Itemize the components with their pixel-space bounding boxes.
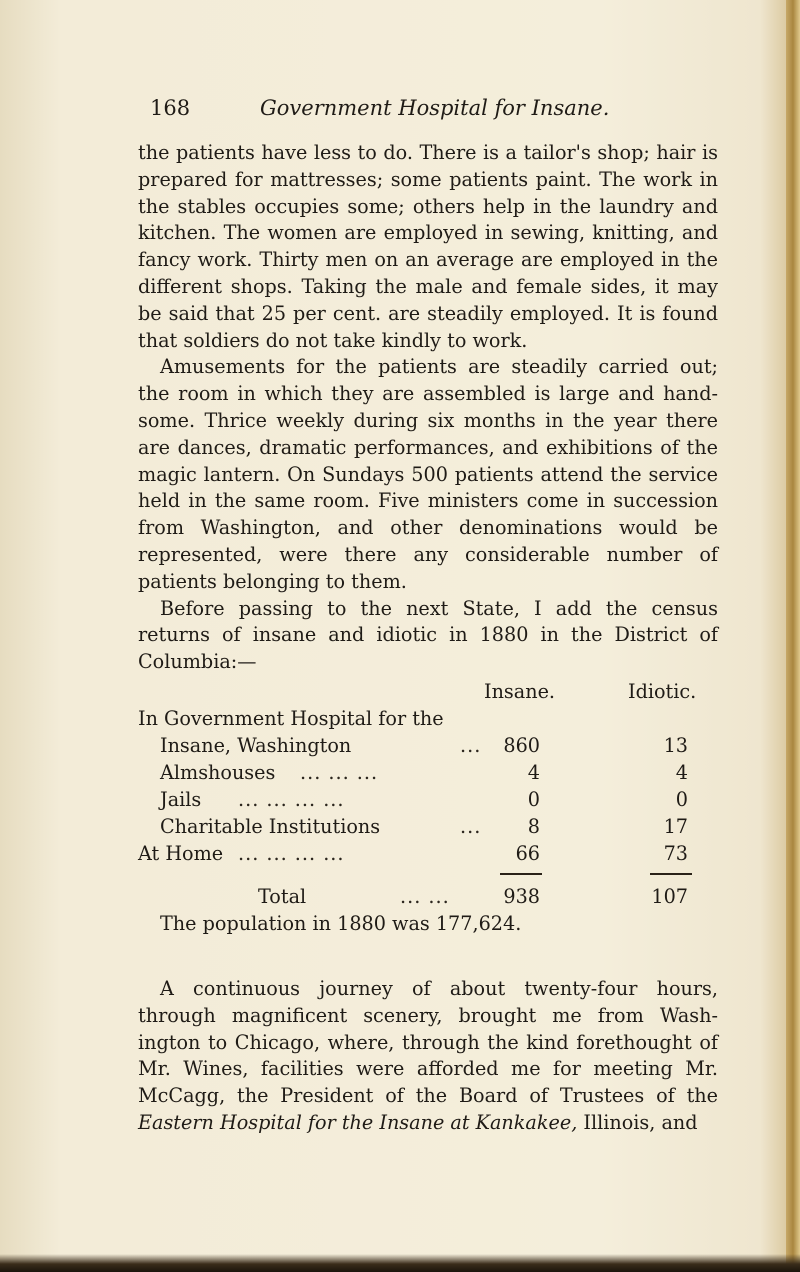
paragraph-4 bbox=[138, 976, 718, 1137]
text-line: of patients belonging to them. bbox=[138, 542, 718, 593]
page-edge bbox=[786, 0, 800, 1272]
row-idiotic-value: 73 bbox=[663, 842, 688, 865]
total-label: Total bbox=[258, 885, 307, 908]
text-line: are dances, dramatic performances, and exhibitions of bbox=[138, 435, 679, 459]
row-idiotic-value: 0 bbox=[675, 788, 688, 811]
text-line: through magnificent scenery, brought me from Wash- bbox=[138, 1003, 718, 1027]
text-line: the magic lantern. On Sundays 500 patients attend the bbox=[138, 435, 718, 486]
text-line: A continuous journey of about twenty-four hours, bbox=[160, 977, 718, 1000]
body-text-top bbox=[138, 140, 718, 676]
text-line: hair is prepared for mattresses; some patients paint. The bbox=[138, 141, 718, 191]
row-label: Jails bbox=[160, 788, 202, 811]
row-intro-label: In Government Hospital for the bbox=[138, 707, 444, 730]
population-note-row bbox=[138, 911, 718, 938]
table-row bbox=[138, 787, 718, 814]
table-row bbox=[138, 841, 718, 868]
text-line: some. Thrice weekly during six months in the year there bbox=[138, 408, 718, 432]
row-insane-value: 8 bbox=[527, 815, 540, 838]
row-idiotic-value: 13 bbox=[663, 734, 688, 757]
row-label: Charitable Institutions bbox=[160, 815, 381, 838]
total-leader-dots: ... ... bbox=[400, 885, 450, 908]
text-line: succession from Washington, and other denominations bbox=[138, 489, 718, 540]
text-line: Before passing to the next State, I add the census bbox=[160, 596, 718, 620]
page-header bbox=[150, 96, 710, 126]
text-line: the patients have less to do. There is a tailor's shop; bbox=[138, 141, 650, 164]
paragraph-2 bbox=[138, 354, 718, 595]
table-row bbox=[138, 733, 718, 760]
text-line-end: Illinois, and bbox=[577, 1110, 698, 1134]
text-line: ington to Chicago, where, through the kind forethought bbox=[138, 1030, 692, 1054]
page-bottom-shadow bbox=[0, 1254, 800, 1272]
page-number: 168 bbox=[150, 96, 191, 120]
table-row-total bbox=[138, 884, 718, 911]
text-line: would be represented, were there any considerable number bbox=[138, 516, 718, 566]
running-title: Government Hospital for Insane. bbox=[260, 96, 610, 120]
text-line: of Mr. Wines, facilities were afforded me for meeting Mr. bbox=[138, 1030, 718, 1081]
table-row bbox=[138, 814, 718, 841]
row-label: Insane, Washington bbox=[160, 734, 352, 757]
text-line: employed. It is found that soldiers do not take kindly to bbox=[138, 301, 718, 352]
text-line: Amusements for the patients are steadily carried out; bbox=[160, 355, 718, 379]
text-line: work. bbox=[472, 328, 528, 352]
row-leader-dots: ... bbox=[460, 734, 482, 757]
text-line: Columbia:— bbox=[138, 650, 257, 674]
row-label: At Home bbox=[138, 842, 224, 865]
text-line: laundry and kitchen. The women are employed in sewing, bbox=[138, 194, 719, 245]
row-label: Almshouses bbox=[160, 761, 276, 784]
row-insane-value: 0 bbox=[527, 788, 540, 811]
text-line: service held in the same room. Five ministers come in bbox=[138, 462, 718, 513]
total-rule-idiotic bbox=[650, 873, 692, 875]
total-idiotic-value: 107 bbox=[651, 885, 688, 908]
population-note: The population in 1880 was 177,624. bbox=[160, 912, 522, 935]
paragraph-1 bbox=[138, 140, 718, 354]
total-rule-insane bbox=[500, 873, 542, 875]
body-text-bottom bbox=[138, 976, 718, 1137]
text-line: the room in which they are assembled is large and hand- bbox=[138, 382, 718, 406]
row-insane-value: 860 bbox=[503, 734, 540, 757]
table-row-intro bbox=[138, 706, 718, 733]
column-header-insane: Insane. bbox=[484, 680, 556, 703]
row-leader-dots: ... ... ... ... bbox=[238, 788, 345, 811]
row-leader-dots: ... ... ... bbox=[300, 761, 379, 784]
text-line: employed in the different shops. Taking the male and bbox=[138, 248, 718, 298]
table-row bbox=[138, 760, 718, 787]
text-line: work in the stables occupies some; others help in the bbox=[138, 167, 719, 218]
row-insane-value: 4 bbox=[527, 761, 540, 784]
paragraph-3 bbox=[138, 596, 718, 676]
row-insane-value: 66 bbox=[515, 842, 540, 865]
text-line: female sides, it may be said that 25 per cent. are steadily bbox=[138, 274, 718, 325]
row-idiotic-value: 17 bbox=[663, 815, 688, 838]
italic-phrase: Eastern Hospital for the Insane at Kankakee, bbox=[138, 1110, 578, 1134]
row-idiotic-value: 4 bbox=[675, 761, 688, 784]
row-leader-dots: ... ... ... ... bbox=[238, 842, 345, 865]
total-insane-value: 938 bbox=[503, 885, 540, 908]
column-header-idiotic: Idiotic. bbox=[628, 680, 697, 703]
text-line: returns of insane and idiotic in 1880 in the District of bbox=[138, 623, 718, 647]
text-line: McCagg, the President of the Board of Trustees of the bbox=[138, 1084, 718, 1108]
text-line: knitting, and fancy work. Thirty men on an average are bbox=[138, 221, 718, 272]
row-leader-dots: ... bbox=[460, 815, 482, 838]
